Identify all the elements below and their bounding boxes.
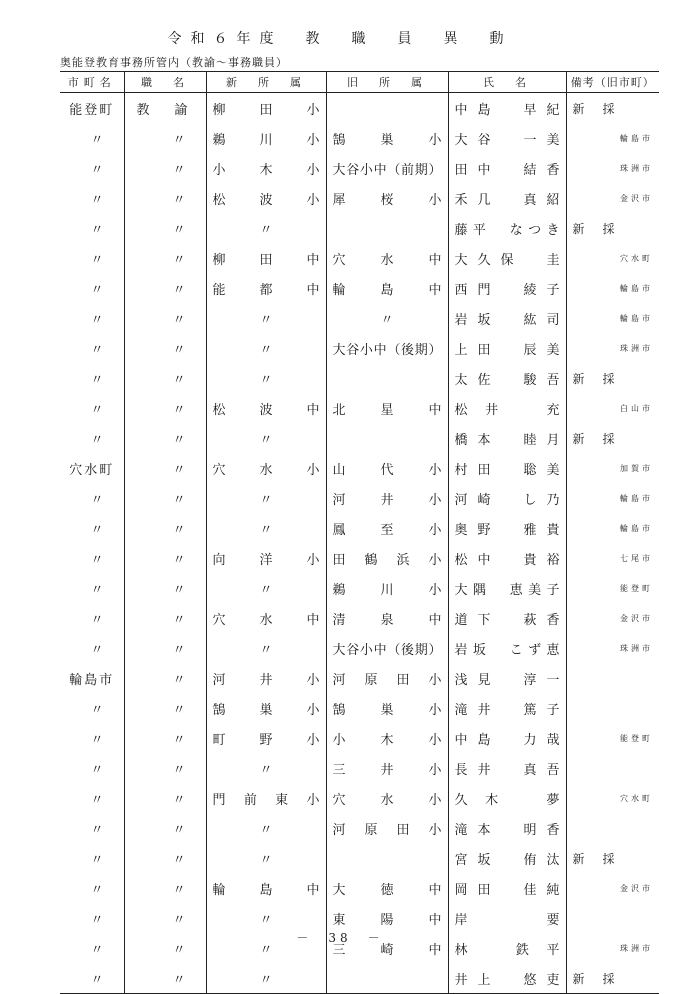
cell-position: 〃 xyxy=(124,513,206,543)
cell-municipality: 〃 xyxy=(90,132,104,148)
remarks-former-municipality: 能登町 xyxy=(620,583,653,593)
table-row xyxy=(60,723,659,753)
cell-old-school xyxy=(326,363,448,393)
remarks-former-municipality: 珠洲市 xyxy=(620,343,653,353)
cell-new-school: 小 木 小 xyxy=(206,153,326,183)
remarks-former-municipality: 金沢市 xyxy=(620,883,653,893)
cell-new-school: 穴 水 小 xyxy=(206,453,326,483)
cell-name: 滝本 明香 xyxy=(448,813,566,843)
cell-position: 〃 xyxy=(124,903,206,933)
cell-position: 〃 xyxy=(124,603,206,633)
remarks-former-municipality: 輪島市 xyxy=(620,133,653,143)
cell-remarks xyxy=(566,363,659,393)
cell-position: 〃 xyxy=(124,483,206,513)
cell-municipality: 能登町 xyxy=(69,102,115,118)
cell-name: 奥野 雅貴 xyxy=(448,513,566,543)
cell-position: 〃 xyxy=(124,123,206,153)
table-row xyxy=(60,213,659,243)
table-row xyxy=(60,93,659,124)
cell-remarks xyxy=(566,573,659,603)
cell-municipality: 輪島市 xyxy=(69,672,115,688)
cell-position: 〃 xyxy=(124,873,206,903)
cell-name: 浅見 淳一 xyxy=(448,663,566,693)
cell-new-school: 〃 xyxy=(206,903,326,933)
cell-position: 〃 xyxy=(124,243,206,273)
cell-municipality: 〃 xyxy=(90,942,104,958)
cell-position: 〃 xyxy=(124,933,206,963)
remarks-new-hire: 新 採 xyxy=(572,371,618,386)
cell-position: 〃 xyxy=(124,543,206,573)
remarks-new-hire: 新 採 xyxy=(572,431,618,446)
remarks-former-municipality: 輪島市 xyxy=(620,313,653,323)
cell-old-school: 鵠 巣 小 xyxy=(326,693,448,723)
cell-old-school: 鵜 川 小 xyxy=(326,573,448,603)
cell-name: 久木 夢 xyxy=(448,783,566,813)
cell-municipality: 穴水町 xyxy=(69,462,115,478)
cell-name: 大谷 一美 xyxy=(448,123,566,153)
table-row xyxy=(60,243,659,273)
cell-municipality: 〃 xyxy=(90,882,104,898)
cell-name: 林 鉄平 xyxy=(448,933,566,963)
cell-position: 〃 xyxy=(124,573,206,603)
table-row xyxy=(60,153,659,183)
cell-remarks xyxy=(566,123,659,153)
cell-name: 松井 充 xyxy=(448,393,566,423)
document-subtitle: 奥能登教育事務所管内（教諭～事務職員） xyxy=(60,56,288,69)
table-row xyxy=(60,603,659,633)
table-row xyxy=(60,663,659,693)
cell-municipality: 〃 xyxy=(90,372,104,388)
cell-name: 上田 辰美 xyxy=(448,333,566,363)
cell-old-school xyxy=(326,213,448,243)
table-row xyxy=(60,273,659,303)
table-row xyxy=(60,183,659,213)
table-row xyxy=(60,543,659,573)
remarks-former-municipality: 穴水町 xyxy=(620,793,653,803)
cell-remarks xyxy=(566,663,659,693)
table-row xyxy=(60,453,659,483)
cell-remarks xyxy=(566,633,659,663)
cell-remarks xyxy=(566,783,659,813)
cell-old-school: 田 鶴 浜 小 xyxy=(326,543,448,573)
cell-name: 岩坂 紘司 xyxy=(448,303,566,333)
cell-remarks xyxy=(566,333,659,363)
remarks-former-municipality: 輪島市 xyxy=(620,493,653,503)
cell-remarks xyxy=(566,693,659,723)
remarks-former-municipality: 珠洲市 xyxy=(620,163,653,173)
cell-name: 岸 要 xyxy=(448,903,566,933)
table-row xyxy=(60,513,659,543)
cell-position: 〃 xyxy=(124,813,206,843)
cell-municipality: 〃 xyxy=(90,222,104,238)
table-row xyxy=(60,753,659,783)
cell-old-school xyxy=(326,423,448,453)
cell-position: 〃 xyxy=(124,633,206,663)
cell-new-school: 河 井 小 xyxy=(206,663,326,693)
cell-remarks xyxy=(566,603,659,633)
cell-position: 〃 xyxy=(124,183,206,213)
cell-old-school xyxy=(326,963,448,994)
cell-new-school: 向 洋 小 xyxy=(206,543,326,573)
cell-old-school xyxy=(326,93,448,124)
table-row xyxy=(60,783,659,813)
cell-old-school: 穴 水 中 xyxy=(326,243,448,273)
cell-remarks xyxy=(566,963,659,994)
cell-remarks xyxy=(566,513,659,543)
header-remarks: 備考（旧市町） xyxy=(566,72,659,93)
table-row xyxy=(60,693,659,723)
cell-new-school: 穴 水 中 xyxy=(206,603,326,633)
cell-municipality: 〃 xyxy=(90,522,104,538)
cell-remarks xyxy=(566,813,659,843)
cell-old-school: 穴 水 小 xyxy=(326,783,448,813)
cell-new-school: 松 波 中 xyxy=(206,393,326,423)
cell-name: 大隅 恵美子 xyxy=(448,573,566,603)
cell-old-school: 河 井 小 xyxy=(326,483,448,513)
remarks-new-hire: 新 採 xyxy=(572,221,618,236)
cell-new-school: 鵠 巣 小 xyxy=(206,693,326,723)
cell-new-school: 〃 xyxy=(206,843,326,873)
remarks-former-municipality: 白山市 xyxy=(620,403,653,413)
cell-position: 〃 xyxy=(124,723,206,753)
cell-old-school: 鵠 巣 小 xyxy=(326,123,448,153)
cell-position: 〃 xyxy=(124,963,206,994)
cell-new-school: 〃 xyxy=(206,483,326,513)
cell-old-school: 輪 島 中 xyxy=(326,273,448,303)
cell-name: 橋本 睦月 xyxy=(448,423,566,453)
cell-municipality: 〃 xyxy=(90,732,104,748)
remarks-former-municipality: 珠洲市 xyxy=(620,643,653,653)
remarks-new-hire: 新 採 xyxy=(572,101,618,116)
cell-municipality: 〃 xyxy=(90,492,104,508)
table-row xyxy=(60,843,659,873)
cell-municipality: 〃 xyxy=(90,402,104,418)
cell-position: 〃 xyxy=(124,153,206,183)
cell-name: 岡田 佳純 xyxy=(448,873,566,903)
cell-new-school: 〃 xyxy=(206,963,326,994)
cell-municipality: 〃 xyxy=(90,612,104,628)
cell-position: 〃 xyxy=(124,453,206,483)
cell-old-school: 犀 桜 小 xyxy=(326,183,448,213)
cell-name: 道下 萩香 xyxy=(448,603,566,633)
cell-remarks xyxy=(566,543,659,573)
cell-new-school: 〃 xyxy=(206,573,326,603)
cell-new-school: 柳 田 中 xyxy=(206,243,326,273)
cell-remarks xyxy=(566,393,659,423)
cell-municipality: 〃 xyxy=(90,702,104,718)
table-row xyxy=(60,873,659,903)
cell-old-school: 三 井 小 xyxy=(326,753,448,783)
remarks-former-municipality: 穴水町 xyxy=(620,253,653,263)
header-municipality: 市町名 xyxy=(60,72,124,93)
cell-position: 〃 xyxy=(124,303,206,333)
cell-old-school: 小 木 小 xyxy=(326,723,448,753)
cell-name: 太佐 駿吾 xyxy=(448,363,566,393)
cell-old-school: 三 崎 中 xyxy=(326,933,448,963)
cell-remarks xyxy=(566,303,659,333)
cell-name: 大久保 圭 xyxy=(448,243,566,273)
cell-remarks xyxy=(566,93,659,124)
table-header xyxy=(60,72,659,93)
header-name: 氏 名 xyxy=(448,72,566,93)
remarks-former-municipality: 七尾市 xyxy=(620,553,653,563)
cell-municipality: 〃 xyxy=(90,162,104,178)
cell-municipality: 〃 xyxy=(90,252,104,268)
cell-new-school: 〃 xyxy=(206,513,326,543)
cell-position: 〃 xyxy=(124,783,206,813)
header-row xyxy=(60,72,659,93)
cell-position: 〃 xyxy=(124,693,206,723)
cell-old-school: 東 陽 中 xyxy=(326,903,448,933)
cell-old-school: 鳳 至 小 xyxy=(326,513,448,543)
cell-name: 宮坂 侑汰 xyxy=(448,843,566,873)
header-old-school: 旧 所 属 xyxy=(326,72,448,93)
cell-old-school: 大谷小中（後期） xyxy=(326,333,448,363)
cell-municipality: 〃 xyxy=(90,762,104,778)
table-row xyxy=(60,963,659,994)
cell-new-school: 〃 xyxy=(206,813,326,843)
cell-position: 〃 xyxy=(124,393,206,423)
cell-position: 〃 xyxy=(124,753,206,783)
cell-old-school: 清 泉 中 xyxy=(326,603,448,633)
cell-old-school: 北 星 中 xyxy=(326,393,448,423)
cell-remarks xyxy=(566,453,659,483)
cell-new-school: 〃 xyxy=(206,213,326,243)
cell-old-school xyxy=(326,843,448,873)
cell-municipality: 〃 xyxy=(90,912,104,928)
cell-new-school: 鵜 川 小 xyxy=(206,123,326,153)
cell-new-school: 門 前 東 小 xyxy=(206,783,326,813)
cell-remarks xyxy=(566,843,659,873)
cell-old-school: 大 徳 中 xyxy=(326,873,448,903)
cell-municipality: 〃 xyxy=(90,312,104,328)
cell-old-school: 河 原 田 小 xyxy=(326,813,448,843)
cell-old-school: 〃 xyxy=(326,303,448,333)
cell-old-school: 大谷小中（後期） xyxy=(326,633,448,663)
remarks-new-hire: 新 採 xyxy=(572,851,618,866)
cell-name: 中島 力哉 xyxy=(448,723,566,753)
cell-new-school: 〃 xyxy=(206,333,326,363)
cell-name: 岩坂 こず恵 xyxy=(448,633,566,663)
cell-position: 教 諭 xyxy=(124,93,206,124)
remarks-former-municipality: 金沢市 xyxy=(620,613,653,623)
cell-position: 〃 xyxy=(124,663,206,693)
document-title: 令和６年度 教 職 員 異 動 xyxy=(167,31,513,47)
header-new-school: 新 所 属 xyxy=(206,72,326,93)
cell-new-school: 〃 xyxy=(206,933,326,963)
cell-new-school: 町 野 小 xyxy=(206,723,326,753)
cell-name: 村田 聡美 xyxy=(448,453,566,483)
cell-municipality: 〃 xyxy=(90,432,104,448)
cell-remarks xyxy=(566,423,659,453)
table-row xyxy=(60,333,659,363)
cell-new-school: 〃 xyxy=(206,753,326,783)
cell-municipality: 〃 xyxy=(90,282,104,298)
remarks-former-municipality: 加賀市 xyxy=(620,463,653,473)
cell-remarks xyxy=(566,873,659,903)
table-row xyxy=(60,813,659,843)
table-row xyxy=(60,363,659,393)
header-position: 職 名 xyxy=(124,72,206,93)
cell-remarks xyxy=(566,753,659,783)
cell-remarks xyxy=(566,273,659,303)
cell-municipality: 〃 xyxy=(90,852,104,868)
cell-municipality: 〃 xyxy=(60,963,124,994)
table-body xyxy=(60,93,659,994)
cell-new-school: 〃 xyxy=(206,423,326,453)
staff-transfer-table xyxy=(60,71,659,994)
cell-old-school: 河 原 田 小 xyxy=(326,663,448,693)
cell-name: 滝井 篤子 xyxy=(448,693,566,723)
table-row xyxy=(60,123,659,153)
cell-new-school: 輪 島 中 xyxy=(206,873,326,903)
cell-remarks xyxy=(566,183,659,213)
cell-municipality: 〃 xyxy=(90,582,104,598)
cell-remarks xyxy=(566,723,659,753)
cell-position: 〃 xyxy=(124,273,206,303)
remarks-former-municipality: 輪島市 xyxy=(620,283,653,293)
table-row xyxy=(60,483,659,513)
table-row xyxy=(60,423,659,453)
cell-municipality: 〃 xyxy=(90,342,104,358)
cell-name: 藤平 なつき xyxy=(448,213,566,243)
cell-new-school: 柳 田 小 xyxy=(206,93,326,124)
table-row xyxy=(60,393,659,423)
cell-new-school: 〃 xyxy=(206,363,326,393)
cell-new-school: 〃 xyxy=(206,303,326,333)
cell-municipality: 〃 xyxy=(90,192,104,208)
cell-municipality: 〃 xyxy=(90,822,104,838)
cell-municipality: 〃 xyxy=(90,642,104,658)
cell-name: 松中 貴裕 xyxy=(448,543,566,573)
cell-remarks xyxy=(566,243,659,273)
cell-name: 長井 真吾 xyxy=(448,753,566,783)
cell-name: 河崎 し乃 xyxy=(448,483,566,513)
cell-name: 井上 悠吏 xyxy=(448,963,566,994)
cell-remarks xyxy=(566,153,659,183)
table-row xyxy=(60,303,659,333)
cell-position: 〃 xyxy=(124,213,206,243)
cell-remarks xyxy=(566,213,659,243)
table-row xyxy=(60,633,659,663)
cell-position: 〃 xyxy=(124,333,206,363)
cell-old-school: 大谷小中（前期） xyxy=(326,153,448,183)
cell-municipality: 〃 xyxy=(90,792,104,808)
remarks-former-municipality: 金沢市 xyxy=(620,193,653,203)
cell-old-school: 山 代 小 xyxy=(326,453,448,483)
cell-name: 西門 綾子 xyxy=(448,273,566,303)
cell-position: 〃 xyxy=(124,843,206,873)
cell-position: 〃 xyxy=(124,363,206,393)
page-number: － 38 － xyxy=(296,931,384,945)
cell-position: 〃 xyxy=(124,423,206,453)
cell-remarks xyxy=(566,483,659,513)
cell-name: 中島 早紀 xyxy=(448,93,566,124)
remarks-former-municipality: 能登町 xyxy=(620,733,653,743)
cell-new-school: 能 都 中 xyxy=(206,273,326,303)
remarks-new-hire: 新 採 xyxy=(572,971,618,986)
cell-name: 田中 結香 xyxy=(448,153,566,183)
cell-name: 禾几 真紹 xyxy=(448,183,566,213)
table-row xyxy=(60,573,659,603)
cell-municipality: 〃 xyxy=(90,552,104,568)
remarks-former-municipality: 珠洲市 xyxy=(620,943,653,953)
cell-new-school: 〃 xyxy=(206,633,326,663)
remarks-former-municipality: 輪島市 xyxy=(620,523,653,533)
cell-new-school: 松 波 小 xyxy=(206,183,326,213)
